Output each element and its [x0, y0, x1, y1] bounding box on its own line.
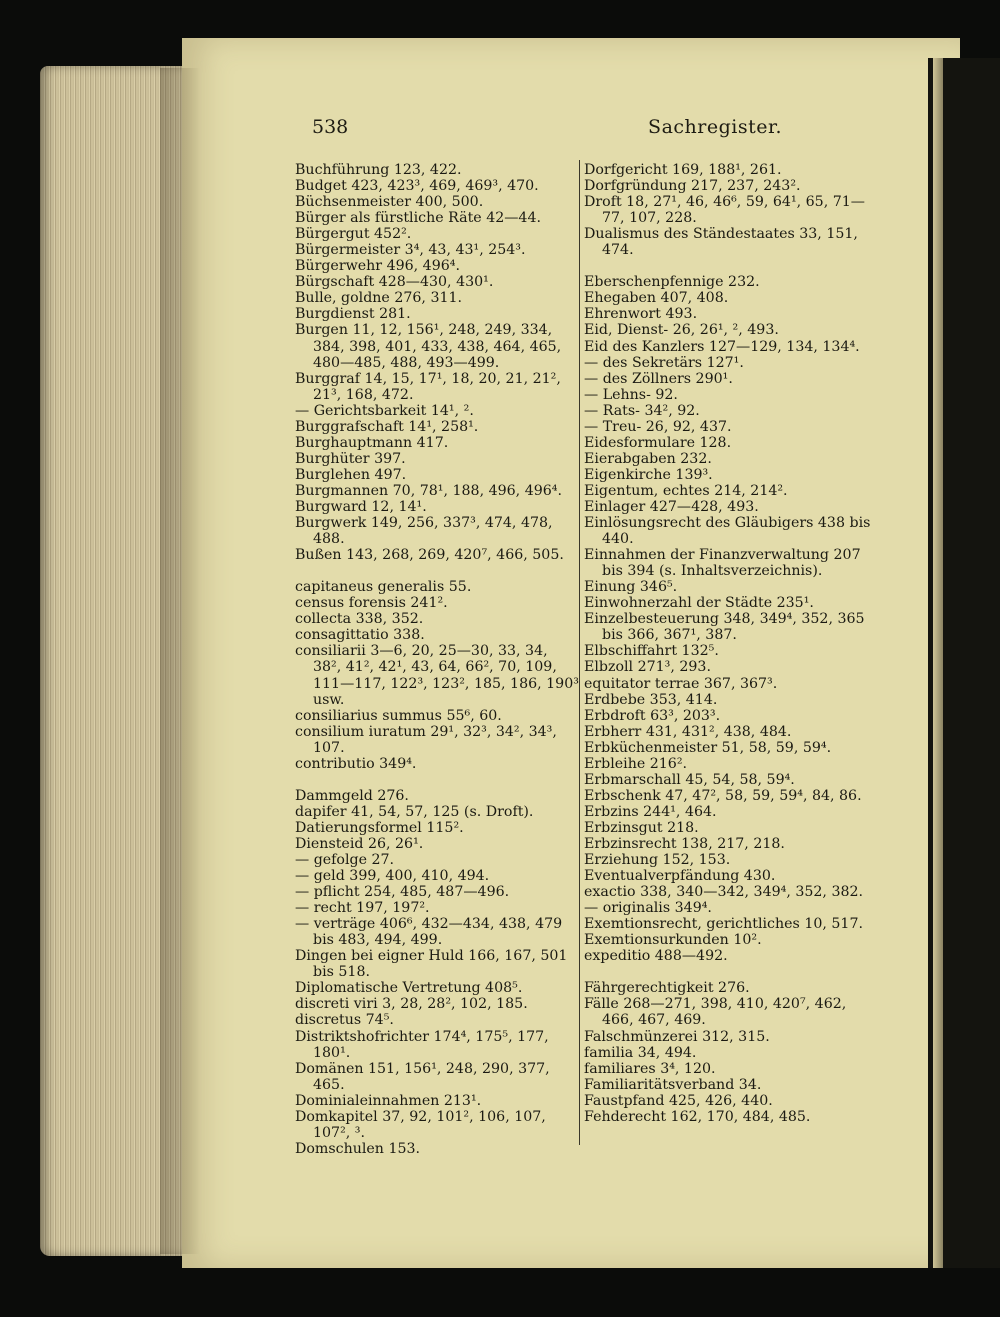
index-entry: Falschmünzerei 312, 315.	[584, 1028, 770, 1045]
index-entry: Burgward 12, 14¹.	[295, 498, 427, 515]
index-entry: Bürgergut 452².	[295, 226, 412, 243]
index-entry: Familiaritätsverband 34.	[584, 1076, 762, 1093]
index-entry: Dorfgericht 169, 188¹, 261.	[584, 162, 782, 178]
index-entry: Erbzinsgut 218.	[584, 819, 699, 836]
index-entry: — des Sekretärs 127¹.	[584, 354, 744, 371]
index-entry: — des Zöllners 290¹.	[584, 370, 733, 387]
index-entry: Erbküchenmeister 51, 58, 59, 59⁴.	[584, 739, 832, 756]
index-entry: Eid des Kanzlers 127—129, 134, 134⁴.	[584, 338, 860, 355]
spine-shadow	[160, 68, 200, 1254]
index-entry: — originalis 349⁴.	[584, 900, 712, 917]
index-entry: Einung 346⁵.	[584, 579, 678, 596]
index-entry: — Lehns- 92.	[584, 386, 678, 403]
index-entry: Distriktshofrichter 174⁴, 175⁵, 177, 180¹.	[295, 1028, 549, 1061]
index-entry: Eventualverpfändung 430.	[584, 868, 776, 885]
index-entry: — pflicht 254, 485, 487—496.	[295, 884, 510, 901]
index-entry: Bürgerwehr 496, 496⁴.	[295, 258, 460, 275]
index-column-right	[584, 162, 874, 1125]
index-entry: Eberschenpfennige 232.	[584, 274, 760, 291]
index-entry: contributio 349⁴.	[295, 755, 417, 772]
index-entry: Burghüter 397.	[295, 450, 406, 467]
index-entry: capitaneus generalis 55.	[295, 579, 472, 596]
page-number: 538	[312, 116, 349, 138]
index-entry: — Treu- 26, 92, 437.	[584, 418, 732, 435]
index-entry: — geld 399, 400, 410, 494.	[295, 868, 490, 885]
index-entry: consilium iuratum 29¹, 32³, 34², 34³, 107.	[295, 723, 557, 756]
index-entry: Bürger als fürstliche Räte 42—44.	[295, 210, 541, 227]
index-entry: Burglehen 497.	[295, 466, 407, 483]
index-entry: Dingen bei eigner Huld 166, 167, 501 bis 518.	[295, 948, 568, 981]
index-entry: expeditio 488—492.	[584, 948, 728, 965]
section-gap	[584, 258, 874, 274]
index-entry: Einnahmen der Finanzverwaltung 207 bis 394 (s. Inhaltsverzeichnis).	[584, 547, 861, 580]
index-entry: Bürgschaft 428—430, 430¹.	[295, 274, 494, 291]
index-entry: Erbzins 244¹, 464.	[584, 803, 717, 820]
index-entry: Erziehung 152, 153.	[584, 852, 731, 869]
index-entry: Datierungsformel 115².	[295, 819, 464, 836]
index-entry: familiares 3⁴, 120.	[584, 1060, 716, 1077]
index-entry: consagittatio 338.	[295, 627, 425, 644]
index-entry: Fehderecht 162, 170, 484, 485.	[584, 1108, 811, 1125]
index-column-left	[295, 162, 580, 1157]
index-entry: Einwohnerzahl der Städte 235¹.	[584, 595, 814, 612]
index-entry: Burggrafschaft 14¹, 258¹.	[295, 418, 479, 435]
index-entry: Diplomatische Vertretung 408⁵.	[295, 980, 523, 997]
index-entry: Domänen 151, 156¹, 248, 290, 377, 465.	[295, 1060, 550, 1093]
index-entry: familia 34, 494.	[584, 1044, 697, 1061]
index-entry: collecta 338, 352.	[295, 611, 424, 628]
column-divider	[579, 160, 580, 1145]
index-entry: consiliarius summus 55⁶, 60.	[295, 707, 502, 724]
index-entry: Faustpfand 425, 426, 440.	[584, 1092, 773, 1109]
index-entry: equitator terrae 367, 367³.	[584, 675, 778, 692]
section-gap	[295, 772, 580, 788]
index-entry: discreti viri 3, 28, 28², 102, 185.	[295, 996, 528, 1013]
index-entry: — Rats- 34², 92.	[584, 402, 700, 419]
index-entry: Burgdienst 281.	[295, 306, 411, 323]
index-entry: Erbherr 431, 431², 438, 484.	[584, 723, 792, 740]
index-entry: Bulle, goldne 276, 311.	[295, 290, 463, 307]
index-entry: Erbschenk 47, 47², 58, 59, 59⁴, 84, 86.	[584, 787, 862, 804]
index-entry: Burgmannen 70, 78¹, 188, 496, 496⁴.	[295, 482, 562, 499]
index-entry: Ehegaben 407, 408.	[584, 290, 729, 307]
index-entry: Elbzoll 271³, 293.	[584, 659, 711, 676]
section-gap	[295, 563, 580, 579]
index-entry: — recht 197, 197².	[295, 900, 430, 917]
index-entry: Dominialeinnahmen 213¹.	[295, 1092, 482, 1109]
index-entry: — Gerichtsbarkeit 14¹, ².	[295, 402, 474, 419]
index-entry: Burghauptmann 417.	[295, 434, 449, 451]
index-entry: Erbleihe 216².	[584, 755, 688, 772]
index-entry: Eigentum, echtes 214, 214².	[584, 482, 788, 499]
index-entry: census forensis 241².	[295, 595, 448, 612]
next-page-edge	[933, 58, 943, 1268]
index-entry: Büchsenmeister 400, 500.	[295, 194, 484, 211]
index-entry: Eigenkirche 139³.	[584, 466, 713, 483]
index-entry: Erdbebe 353, 414.	[584, 691, 718, 708]
index-entry: Domkapitel 37, 92, 101², 106, 107, 107², ³.	[295, 1108, 546, 1141]
index-entry: exactio 338, 340—342, 349⁴, 352, 382.	[584, 884, 864, 901]
index-entry: Dammgeld 276.	[295, 787, 409, 804]
page-header	[312, 116, 782, 150]
book	[40, 38, 1000, 1268]
section-gap	[584, 964, 874, 980]
index-entry: Dualismus des Ständestaates 33, 151, 474.	[584, 226, 858, 259]
index-entry: Eidesformulare 128.	[584, 434, 732, 451]
index-entry: Eierabgaben 232.	[584, 450, 712, 467]
index-entry: consiliarii 3—6, 20, 25—30, 33, 34, 38², 41², 42¹, 43, 64, 66², 70, 109, 111—117, 122³, 123², 185, 186, 190³ usw.	[295, 643, 579, 708]
index-entry: Exemtionsrecht, gerichtliches 10, 517.	[584, 916, 863, 933]
index-entry: Buchführung 123, 422.	[295, 162, 462, 178]
index-entry: Erbmarschall 45, 54, 58, 59⁴.	[584, 771, 795, 788]
index-entry: Einzelbesteuerung 348, 349⁴, 352, 365 bis 366, 367¹, 387.	[584, 611, 865, 644]
index-entry: dapifer 41, 54, 57, 125 (s. Droft).	[295, 803, 534, 820]
index-entry: Fälle 268—271, 398, 410, 420⁷, 462, 466, 467, 469.	[584, 996, 847, 1029]
index-entry: Erbzinsrecht 138, 217, 218.	[584, 835, 785, 852]
index-entry: — verträge 406⁶, 432—434, 438, 479 bis 483, 494, 499.	[295, 916, 563, 949]
index-entry: Burgwerk 149, 256, 337³, 474, 478, 488.	[295, 515, 553, 548]
index-entry: Eid, Dienst- 26, 26¹, ², 493.	[584, 322, 779, 339]
index-entry: Droft 18, 27¹, 46, 46⁶, 59, 64¹, 65, 71—77, 107, 228.	[584, 194, 865, 227]
index-entry: Einlager 427—428, 493.	[584, 498, 759, 515]
index-entry: Erbdroft 63³, 203³.	[584, 707, 721, 724]
index-entry: — gefolge 27.	[295, 852, 395, 869]
index-entry: Exemtionsurkunden 10².	[584, 932, 762, 949]
index-entry: Fährgerechtigkeit 276.	[584, 980, 750, 997]
index-entry: Budget 423, 423³, 469, 469³, 470.	[295, 178, 539, 195]
index-entry: Domschulen 153.	[295, 1140, 421, 1157]
index-entry: Einlösungsrecht des Gläubigers 438 bis 440.	[584, 515, 871, 548]
index-entry: Bürgermeister 3⁴, 43, 43¹, 254³.	[295, 242, 526, 259]
index-entry: Bußen 143, 268, 269, 420⁷, 466, 505.	[295, 547, 564, 564]
index-entry: discretus 74⁵.	[295, 1012, 394, 1029]
index-entry: Elbschiffahrt 132⁵.	[584, 643, 719, 660]
index-entry: Burgen 11, 12, 156¹, 248, 249, 334, 384, 398, 401, 433, 438, 464, 465, 480—485, 488, 493—499.	[295, 322, 562, 371]
running-title: Sachregister.	[648, 116, 782, 138]
index-entry: Diensteid 26, 26¹.	[295, 835, 424, 852]
index-entry: Burggraf 14, 15, 17¹, 18, 20, 21, 21², 21³, 168, 472.	[295, 370, 561, 403]
index-entry: Ehrenwort 493.	[584, 306, 698, 323]
index-entry: Dorfgründung 217, 237, 243².	[584, 178, 801, 195]
book-page	[182, 38, 960, 1268]
